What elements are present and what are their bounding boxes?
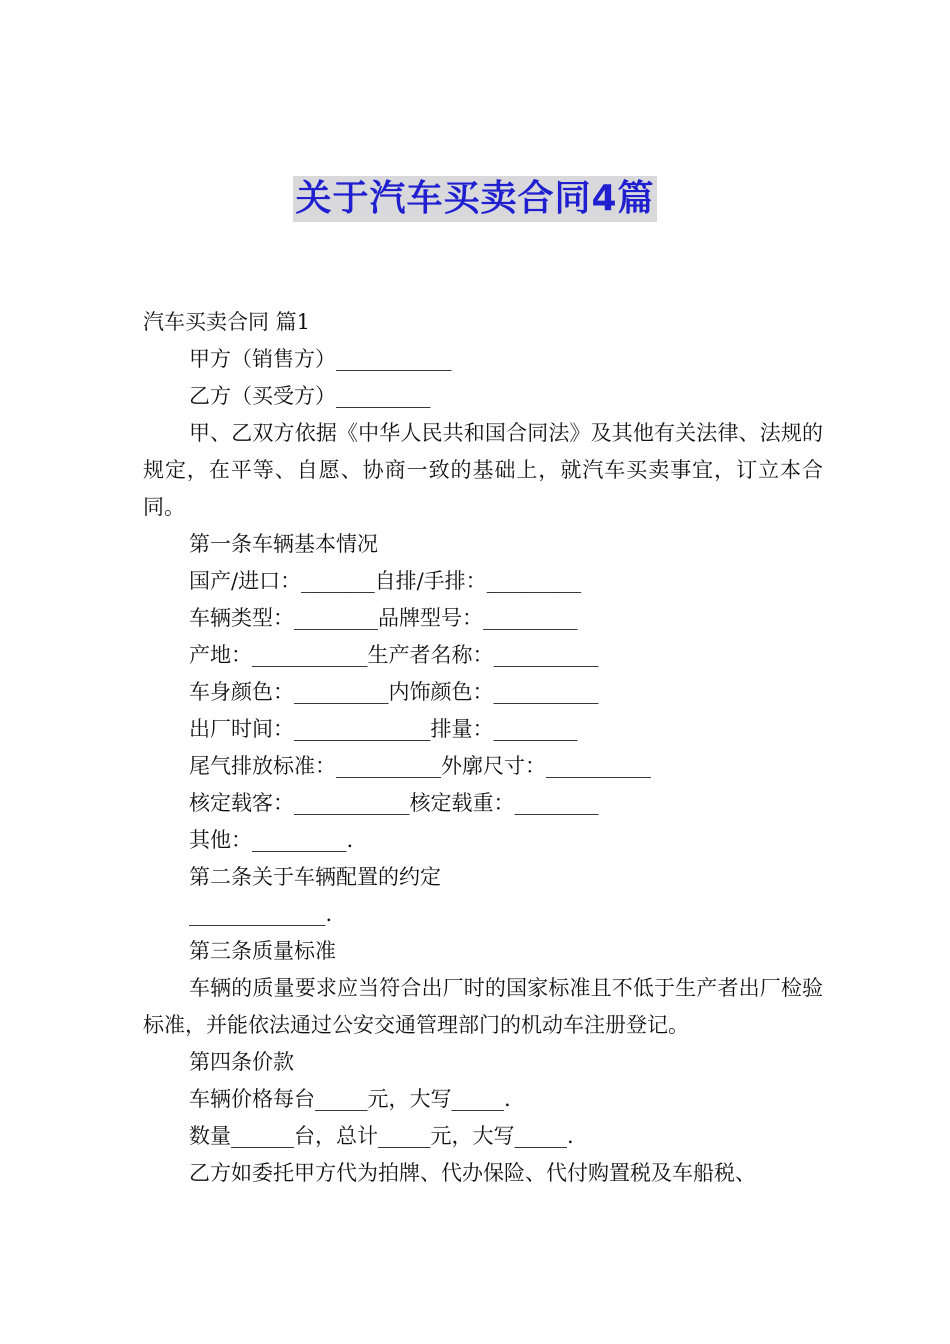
article3-text: 车辆的质量要求应当符合出厂时的国家标准且不低于生产者出厂检验标准，并能依法通过公安交通管理部门的机动车注册登记。 [143,976,823,1037]
article1-field-type: 车辆类型：________品牌型号：_________ [189,606,578,630]
article1-field-emission: 尾气排放标准：__________外廓尺寸：__________ [189,754,651,778]
article1-field-date: 出厂时间：_____________排量：________ [189,717,578,741]
document-title: 关于汽车买卖合同4篇 [293,176,656,222]
article1-field-other: 其他：_________. [189,828,354,852]
article2-blank: _____________. [189,902,333,926]
article4-heading: 第四条价款 [189,1050,294,1074]
title-container [0,176,950,222]
article4-price-line: 车辆价格每台_____元，大写_____. [189,1087,511,1111]
article4-quantity-line: 数量______台，总计_____元，大写_____. [189,1124,574,1148]
article1-field-color: 车身颜色：_________内饰颜色：__________ [189,680,599,704]
article1-field-place: 产地：___________生产者名称：__________ [189,643,599,667]
article1-field-origin: 国产/进口：_______自排/手排：_________ [189,569,582,593]
section-heading: 汽车买卖合同 篇1 [143,310,311,334]
intro-paragraph: 甲、乙双方依据《中华人民共和国合同法》及其他有关法律、法规的规定，在平等、自愿、协商一致的基础上，就汽车买卖事宜，订立本合同。 [143,421,823,519]
article3-heading: 第三条质量标准 [189,939,336,963]
article1-field-capacity: 核定载客：___________核定载重：________ [189,791,599,815]
document-body [143,304,823,1192]
article2-heading: 第二条关于车辆配置的约定 [189,865,441,889]
party-a-line: 甲方（销售方）___________ [189,347,452,371]
article4-trailing-line: 乙方如委托甲方代为拍牌、代办保险、代付购置税及车船税、 [189,1161,756,1185]
party-b-line: 乙方（买受方）_________ [189,384,431,408]
article1-heading: 第一条车辆基本情况 [189,532,378,556]
